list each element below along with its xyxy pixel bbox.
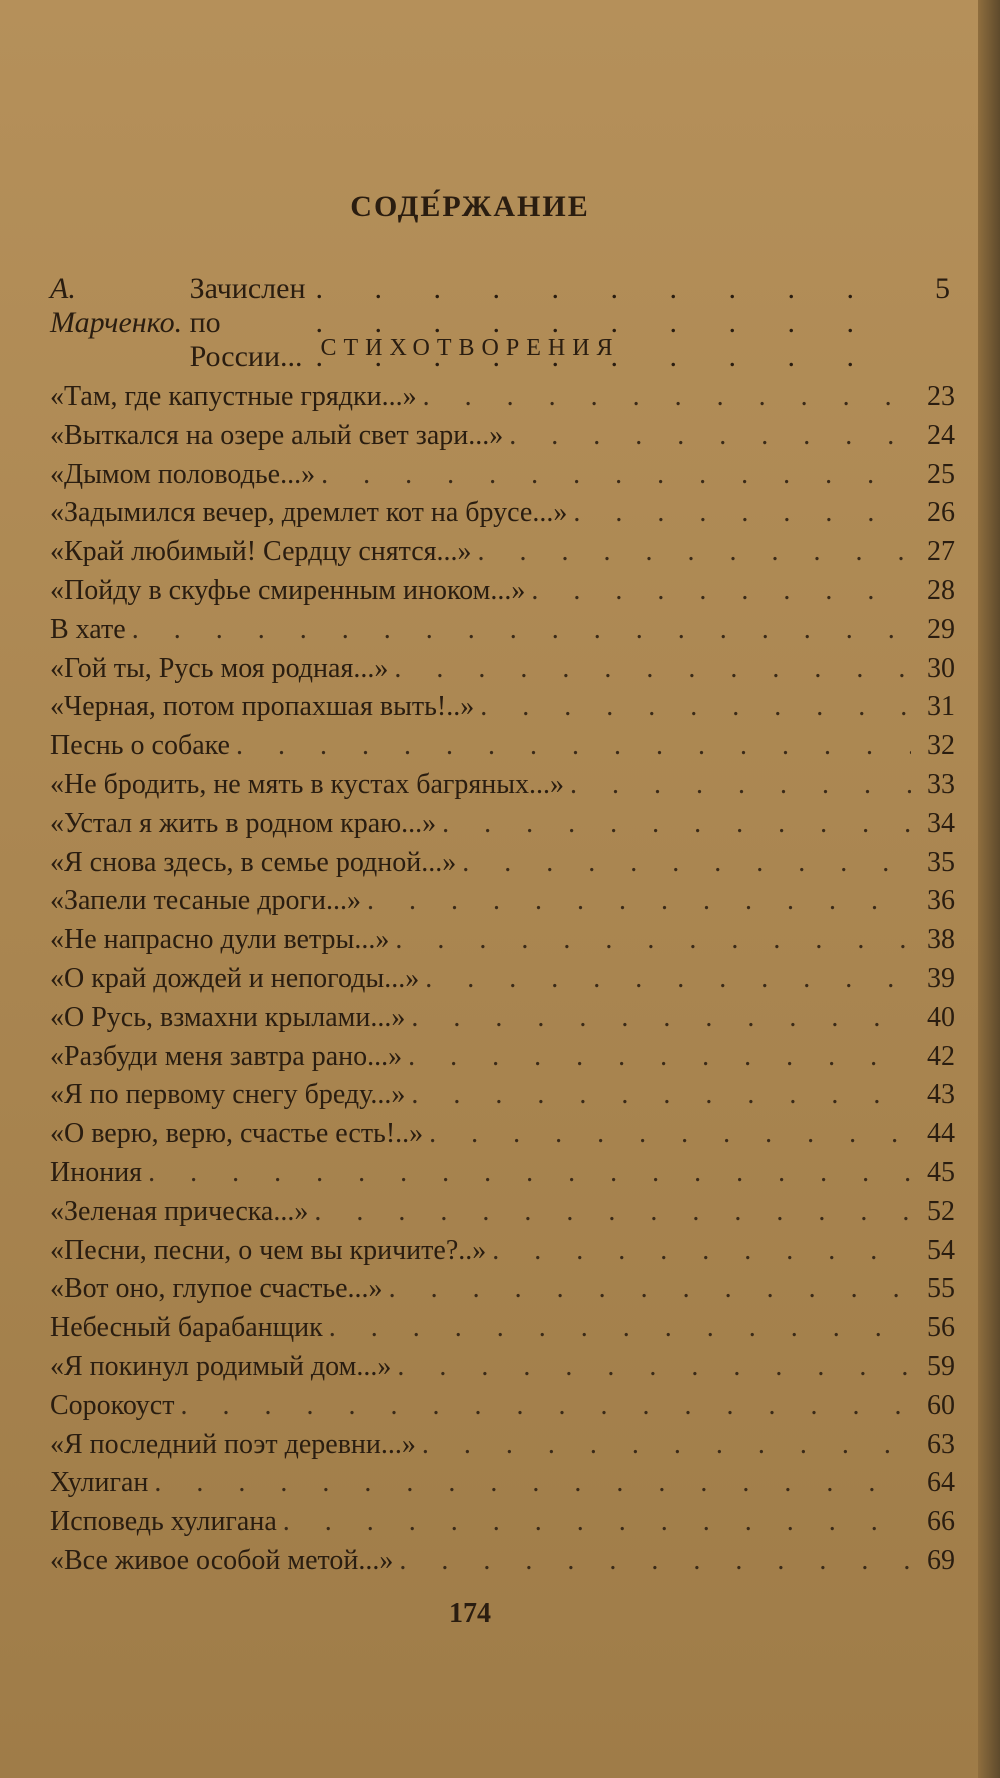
entry-page: 39 — [927, 962, 955, 994]
entry-title: «Край любимый! Сердцу снятся...» — [50, 536, 472, 568]
intro-page: 5 — [935, 272, 950, 305]
page-number: 174 — [449, 1598, 491, 1629]
entry-page: 29 — [927, 613, 955, 645]
leader-dots — [314, 1196, 911, 1228]
leader-dots — [462, 847, 911, 879]
leader-dots — [492, 1235, 911, 1267]
entry-page: 25 — [927, 458, 955, 490]
entry-title: «Все живое особой метой...» — [50, 1544, 394, 1576]
toc-entry — [50, 691, 955, 730]
leader-dots — [148, 1157, 911, 1189]
entry-page: 42 — [927, 1040, 955, 1072]
leader-dots — [397, 1351, 911, 1383]
leader-dots — [132, 614, 911, 646]
toc-entry — [50, 420, 955, 459]
entry-page: 43 — [927, 1079, 955, 1111]
leader-dots — [423, 381, 911, 413]
entry-title: «Там, где капустные грядки...» — [50, 381, 417, 412]
entry-title: «Вот оно, глупое счастье...» — [50, 1273, 383, 1305]
entry-title: «О край дождей и непогоды...» — [50, 962, 420, 994]
entry-page: 31 — [927, 691, 955, 723]
entry-page: 38 — [927, 924, 955, 956]
toc-entry — [50, 730, 955, 769]
entry-page: 55 — [927, 1273, 955, 1305]
toc-entry — [50, 1002, 955, 1041]
leader-dots — [154, 1467, 911, 1499]
entry-page: 44 — [927, 1118, 955, 1150]
toc-entry — [50, 885, 955, 924]
leader-dots — [480, 691, 911, 723]
entry-page: 64 — [927, 1467, 955, 1499]
toc-entry — [50, 963, 955, 1002]
entry-title: Инония — [50, 1156, 143, 1188]
entry-title: «Разбуди меня завтра рано...» — [50, 1040, 403, 1072]
toc-entry — [50, 1157, 955, 1196]
toc-entry — [50, 1390, 955, 1429]
entry-page: 27 — [927, 536, 955, 568]
toc-entry — [50, 808, 955, 847]
toc-entry — [50, 381, 955, 420]
leader-dots — [180, 1390, 911, 1422]
leader-dots — [509, 420, 911, 452]
entry-title: В хате — [50, 613, 126, 645]
toc-entry — [50, 614, 955, 653]
leader-dots — [429, 1118, 911, 1150]
entry-page: 33 — [927, 768, 955, 800]
entry-title: Песнь о собаке — [50, 730, 230, 762]
leader-dots — [411, 1079, 911, 1111]
entry-page: 56 — [927, 1312, 955, 1344]
intro-title: Зачислен по России... — [189, 272, 306, 373]
leader-dots — [283, 1506, 911, 1538]
intro-author: А. Марченко. — [50, 272, 183, 339]
entry-page: 35 — [927, 846, 955, 878]
entry-page: 40 — [927, 1001, 955, 1033]
toc-entry — [50, 1429, 955, 1468]
entry-title: Сорокоуст — [50, 1389, 175, 1421]
leader-dots — [411, 1002, 911, 1034]
leader-dots — [395, 924, 911, 956]
entry-page: 66 — [927, 1506, 955, 1538]
leader-dots — [478, 536, 911, 568]
toc-entry — [50, 653, 955, 692]
entry-title: «Зеленая прическа...» — [50, 1195, 309, 1227]
toc-entry — [50, 1196, 955, 1235]
entry-title: «Не напрасно дули ветры...» — [50, 924, 390, 956]
entry-title: «Я снова здесь, в семье родной...» — [50, 846, 457, 878]
toc-entry — [50, 1545, 955, 1584]
entry-page: 23 — [927, 381, 955, 412]
entry-title: «Я последний поэт деревни...» — [50, 1428, 416, 1460]
entry-title: «Дымом половодье...» — [50, 458, 316, 490]
leader-dots — [329, 1312, 911, 1344]
entry-title: «Гой ты, Русь моя родная...» — [50, 652, 389, 684]
leader-dots — [408, 1041, 911, 1073]
entry-page: 63 — [927, 1428, 955, 1460]
section-title: СТИХОТВОРЕНИЯ — [320, 335, 620, 361]
entry-title: Небесный барабанщик — [50, 1312, 323, 1344]
leader-dots — [236, 730, 911, 762]
toc-entry — [50, 1351, 955, 1390]
entry-title: «Пойду в скуфье смиренным иноком...» — [50, 574, 526, 606]
leader-dots — [321, 459, 911, 491]
entry-page: 45 — [927, 1156, 955, 1188]
toc-entry — [50, 1041, 955, 1080]
entry-page: 54 — [927, 1234, 955, 1266]
entry-title: «Песни, песни, о чем вы кричите?..» — [50, 1234, 487, 1266]
entry-title: Исповедь хулигана — [50, 1506, 277, 1538]
leader-dots — [399, 1545, 911, 1577]
entry-page: 60 — [927, 1389, 955, 1421]
toc-entry — [50, 536, 955, 575]
page-edge — [978, 0, 1000, 1778]
leader-dots — [570, 769, 911, 801]
entry-page: 24 — [927, 419, 955, 451]
toc-entry — [50, 1235, 955, 1274]
entry-title: «Задымился вечер, дремлет кот на брусе...» — [50, 497, 568, 529]
entry-page: 30 — [927, 652, 955, 684]
entry-page: 34 — [927, 807, 955, 839]
entry-title: «Запели тесаные дроги...» — [50, 885, 361, 917]
leader-dots — [425, 963, 911, 995]
entry-title: «Выткался на озере алый свет зари...» — [50, 419, 504, 451]
leader-dots — [389, 1273, 911, 1305]
toc-entry — [50, 1506, 955, 1545]
entry-page: 59 — [927, 1350, 955, 1382]
entry-title: «Я по первому снегу бреду...» — [50, 1079, 406, 1111]
toc-entry — [50, 1079, 955, 1118]
toc-entry — [50, 924, 955, 963]
entry-page: 26 — [927, 497, 955, 529]
leader-dots — [531, 575, 911, 607]
entry-title: Хулиган — [50, 1467, 149, 1499]
leader-dots — [442, 808, 911, 840]
toc-entry — [50, 1273, 955, 1312]
entry-page: 69 — [927, 1544, 955, 1576]
toc-list — [50, 381, 955, 1584]
entry-title: «Не бродить, не мять в кустах багряных...» — [50, 768, 565, 800]
entry-title: «О Русь, взмахни крылами...» — [50, 1001, 406, 1033]
leader-dots — [367, 885, 911, 917]
entry-title: «О верю, верю, счастье есть!..» — [50, 1118, 424, 1150]
leader-dots — [422, 1429, 911, 1461]
leader-dots — [573, 497, 911, 529]
entry-page: 36 — [927, 885, 955, 917]
entry-page: 52 — [927, 1195, 955, 1227]
toc-entry — [50, 1118, 955, 1157]
toc-entry — [50, 459, 955, 498]
entry-page: 28 — [927, 574, 955, 606]
toc-entry — [50, 769, 955, 808]
contents-heading: СОДЕ́РЖАНИЕ — [350, 190, 590, 223]
toc-entry — [50, 1312, 955, 1351]
entry-page: 32 — [927, 730, 955, 762]
toc-entry — [50, 575, 955, 614]
toc-entry — [50, 497, 955, 536]
toc-entry — [50, 847, 955, 886]
entry-title: «Черная, потом пропахшая выть!..» — [50, 691, 475, 723]
entry-title: «Устал я жить в родном краю...» — [50, 807, 437, 839]
entry-title: «Я покинул родимый дом...» — [50, 1350, 392, 1382]
leader-dots — [394, 653, 911, 685]
toc-entry — [50, 1467, 955, 1506]
